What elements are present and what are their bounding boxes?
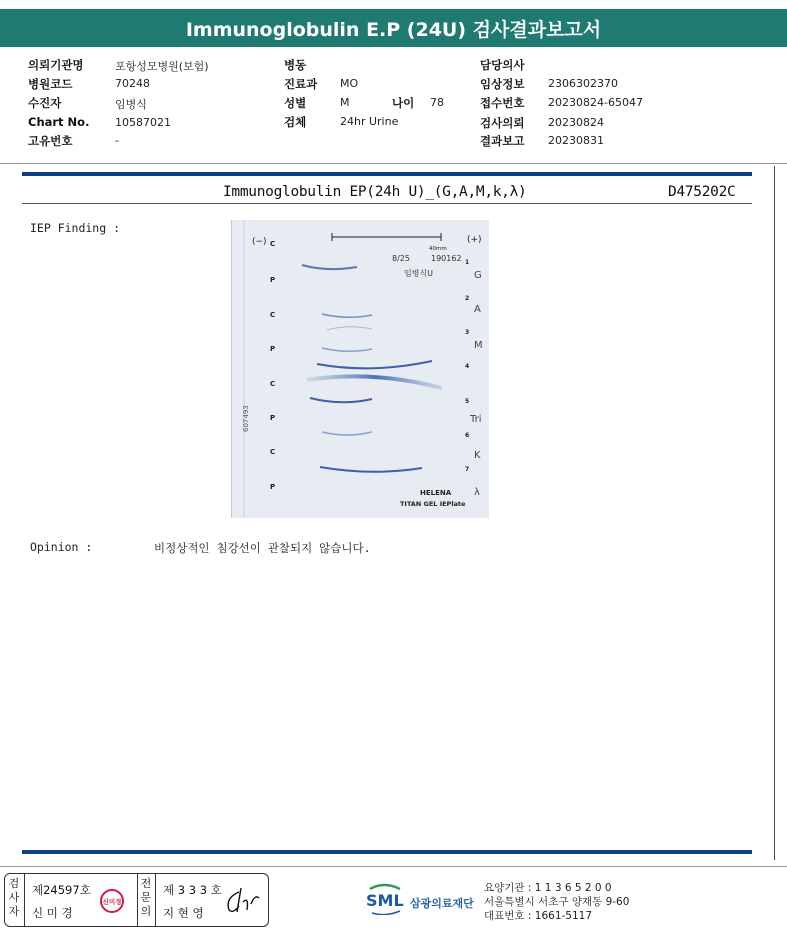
patient-info-block	[0, 55, 787, 155]
minus-marker: (−)	[252, 237, 267, 247]
antiserum-label: G	[474, 270, 482, 281]
age-label: 나이	[392, 96, 415, 110]
request-value: 20230824	[548, 116, 604, 129]
row-mark: P	[270, 414, 276, 422]
signature-box	[4, 873, 269, 927]
unique-no-label: 고유번호	[28, 134, 73, 148]
report-date-label: 결과보고	[480, 134, 525, 148]
row-mark: C	[270, 380, 276, 388]
antiserum-label: λ	[474, 487, 480, 498]
lane-number: 2	[465, 295, 470, 302]
gel-patient-note: 임병식U	[404, 269, 434, 278]
department-label: 진료과	[284, 77, 318, 91]
examiner-seal-icon	[99, 888, 125, 914]
test-title: Immunoglobulin EP(24h U)_(G,A,M,k,λ)	[223, 184, 527, 200]
row-mark: P	[270, 345, 276, 353]
seal-text: 신미경	[102, 898, 122, 906]
specialist-name: 지 현 영	[163, 906, 204, 920]
footer	[0, 866, 787, 936]
institution-label: 의뢰기관명	[28, 58, 84, 72]
antiserum-label: M	[474, 340, 483, 351]
report-bottom-rule	[22, 850, 752, 854]
receipt-label: 접수번호	[480, 96, 525, 110]
org-registration: 요양기관 : 1 1 3 6 5 2 0 0	[484, 882, 612, 894]
report-title-bar	[0, 9, 787, 47]
sex-value: M	[340, 96, 350, 109]
patient-label: 수진자	[28, 96, 62, 110]
opinion-text: 비정상적인 침강선이 관찰되지 않습니다.	[154, 541, 371, 555]
sml-logo	[364, 881, 406, 915]
row-mark: C	[270, 240, 276, 248]
sml-logo-text: SML	[366, 891, 404, 910]
signature-separator	[24, 874, 25, 926]
iep-finding-label: IEP Finding :	[30, 221, 121, 235]
doctor-label: 담당의사	[480, 58, 525, 72]
gel-brand: HELENA	[420, 489, 452, 497]
specialist-vertical-label: 전문의	[140, 877, 152, 918]
examiner-vertical-label: 검사자	[8, 877, 20, 918]
report-panel	[5, 166, 775, 860]
report-top-rule	[22, 172, 752, 176]
specimen-label: 검체	[284, 115, 307, 129]
hospital-code-label: 병원코드	[28, 77, 73, 91]
antiserum-label: Tri	[470, 414, 482, 425]
hospital-code-value: 70248	[115, 77, 150, 90]
gel-plate-name: TITAN GEL IEPlate	[400, 500, 466, 508]
examiner-license: 제24597호	[32, 883, 91, 897]
lane-number: 4	[465, 363, 470, 370]
scale-label: 40mm	[429, 246, 447, 252]
age-value: 78	[430, 96, 444, 109]
ward-label: 병동	[284, 58, 307, 72]
signature-separator	[155, 874, 156, 926]
gel-side-code: 607493	[242, 405, 250, 432]
examiner-name: 신 미 경	[32, 906, 73, 920]
antiserum-label: K	[474, 450, 481, 461]
report-date-value: 20230831	[548, 134, 604, 147]
row-mark: C	[270, 311, 276, 319]
specialist-signature-icon	[223, 884, 263, 918]
clinical-label: 임상정보	[480, 77, 525, 91]
patient-value: 임병식	[115, 98, 147, 111]
unique-no-value: -	[115, 134, 119, 147]
opinion-label: Opinion :	[30, 540, 93, 554]
signature-separator	[137, 874, 138, 926]
page-title: Immunoglobulin E.P (24U) 검사결과보고서	[185, 18, 602, 41]
lane-number: 6	[465, 432, 470, 439]
antiserum-label: A	[474, 304, 481, 315]
receipt-value: 20230824-65047	[548, 96, 643, 109]
sex-label: 성별	[284, 96, 307, 110]
org-phone: 대표번호 : 1661-5117	[484, 910, 593, 922]
org-address: 서울특별시 서초구 양재동 9-60	[484, 896, 630, 908]
info-divider	[0, 163, 787, 164]
plus-marker: (+)	[467, 235, 482, 245]
org-name: 삼광의료재단	[410, 897, 474, 910]
institution-value: 포항성모병원(보험)	[115, 60, 209, 73]
gel-date: 8/25	[392, 254, 410, 263]
chart-no-value: 10587021	[115, 116, 171, 129]
lane-number: 1	[465, 259, 470, 266]
test-code: D475202C	[668, 184, 736, 200]
gel-serial: 190162	[431, 254, 462, 263]
specialist-license: 제 3 3 3 호	[163, 883, 222, 897]
gel-plate-graphic	[232, 220, 489, 518]
department-value: MO	[340, 77, 359, 90]
request-label: 검사의뢰	[480, 116, 525, 130]
row-mark: C	[270, 448, 276, 456]
chart-no-label: Chart No.	[28, 115, 90, 129]
lane-number: 5	[465, 398, 470, 405]
lane-number: 7	[465, 466, 470, 473]
row-mark: P	[270, 276, 276, 284]
lane-number: 3	[465, 329, 470, 336]
clinical-value: 2306302370	[548, 77, 618, 90]
row-mark: P	[270, 483, 276, 491]
iep-gel-image	[231, 220, 488, 518]
specimen-value: 24hr Urine	[340, 115, 399, 128]
report-title-rule	[22, 203, 752, 204]
